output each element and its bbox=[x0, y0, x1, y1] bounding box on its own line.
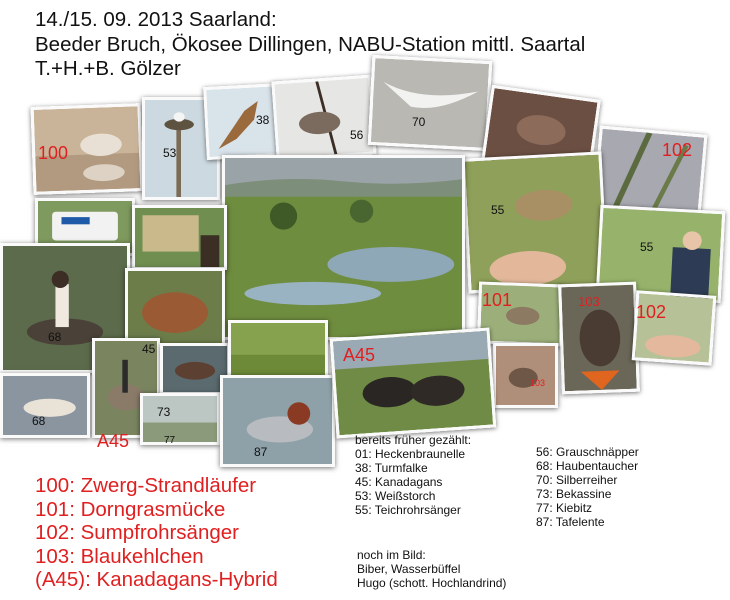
also-in-picture-heading: noch im Bild: bbox=[357, 548, 426, 562]
earlier-item: 77: Kiebitz bbox=[536, 501, 593, 515]
photo-70-egret bbox=[368, 55, 493, 151]
title-line-2: Beeder Bruch, Ökosee Dillingen, NABU-Station mittl. Saartal bbox=[35, 33, 586, 56]
also-in-picture-item: Hugo (schott. Hochlandrind) bbox=[357, 576, 507, 590]
earlier-item: 45: Kanadagans bbox=[355, 475, 443, 489]
photo-68-grebe-swimming bbox=[0, 373, 90, 438]
new-species-item: 102: Sumpfrohrsänger bbox=[35, 521, 239, 544]
label-45: 45 bbox=[142, 342, 156, 356]
label-103: 103 bbox=[578, 294, 600, 309]
also-in-picture-item: Biber, Wasserbüffel bbox=[357, 562, 461, 576]
label-70: 70 bbox=[412, 115, 426, 129]
label-56: 56 bbox=[350, 128, 364, 142]
photo-103-bluethroat-small bbox=[493, 343, 558, 408]
label-A45-right: A45 bbox=[343, 345, 376, 365]
label-77: 77 bbox=[164, 435, 176, 446]
earlier-item: 55: Teichrohrsänger bbox=[355, 503, 461, 517]
photo-87-pochard bbox=[220, 375, 335, 467]
photo-highland-cattle bbox=[125, 268, 225, 348]
new-species-item: 103: Blaukehlchen bbox=[35, 545, 204, 568]
label-A45-left: A45 bbox=[97, 431, 130, 451]
earlier-item: 70: Silberreiher bbox=[536, 473, 618, 487]
photo-56-flycatcher bbox=[271, 75, 376, 162]
photo-55-reed-warbler-hand bbox=[462, 151, 609, 293]
label-68-top: 68 bbox=[48, 330, 62, 344]
title-line-1: 14./15. 09. 2013 Saarland: bbox=[35, 8, 277, 31]
photo-nabu-station bbox=[132, 205, 227, 270]
new-species-item: 101: Dorngrasmücke bbox=[35, 498, 226, 521]
label-55-left: 55 bbox=[491, 203, 505, 217]
label-87: 87 bbox=[254, 445, 268, 459]
label-102-top: 102 bbox=[662, 140, 693, 160]
earlier-item: 01: Heckenbraunelle bbox=[355, 447, 466, 461]
earlier-item: 38: Turmfalke bbox=[355, 461, 428, 475]
title-line-3: T.+H.+B. Gölzer bbox=[35, 57, 181, 80]
earlier-item: 87: Tafelente bbox=[536, 515, 605, 529]
photo-73-77-snipe-lapwing bbox=[140, 393, 220, 445]
label-101: 101 bbox=[482, 290, 513, 310]
new-species-item: 100: Zwerg-Strandläufer bbox=[35, 474, 257, 497]
earlier-heading: bereits früher gezählt: bbox=[355, 433, 472, 447]
label-103-small: 103 bbox=[530, 378, 546, 388]
earlier-item: 53: Weißstorch bbox=[355, 489, 436, 503]
label-55-right: 55 bbox=[640, 240, 654, 254]
photo-landscape-beeder-bruch bbox=[222, 155, 465, 340]
label-73: 73 bbox=[157, 405, 171, 419]
earlier-item: 56: Grauschnäpper bbox=[536, 445, 639, 459]
label-102-bottom: 102 bbox=[636, 302, 667, 322]
new-species-item: (A45): Kanadagans-Hybrid bbox=[35, 568, 278, 591]
label-100: 100 bbox=[38, 143, 69, 163]
label-38: 38 bbox=[256, 113, 270, 127]
earlier-item: 73: Bekassine bbox=[536, 487, 612, 501]
earlier-item: 68: Haubentaucher bbox=[536, 459, 639, 473]
label-53: 53 bbox=[163, 146, 177, 160]
label-68-bottom: 68 bbox=[32, 414, 46, 428]
